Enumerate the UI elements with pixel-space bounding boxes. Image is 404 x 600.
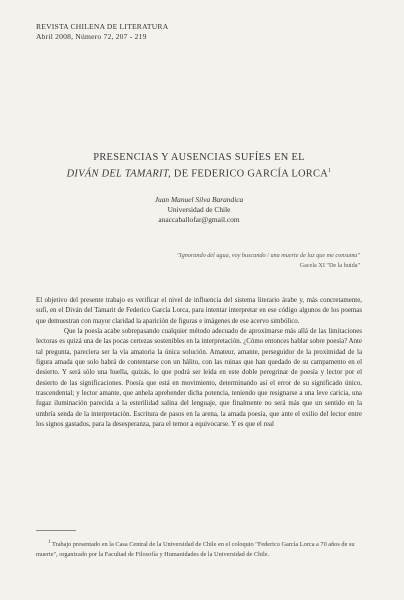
- epigraph: [170, 251, 360, 270]
- author-block: [36, 195, 362, 225]
- article-title: [36, 151, 362, 180]
- title-author-name: DE FEDERICO GARCÍA LORCA: [171, 167, 329, 179]
- article-body: [36, 296, 362, 430]
- title-line-2: [36, 165, 362, 181]
- epigraph-source: Gacela XI "De la huida": [299, 261, 360, 269]
- author-affiliation: Universidad de Chile: [167, 205, 231, 214]
- journal-name: REVISTA CHILENA DE LITERATURA: [36, 22, 169, 31]
- journal-issue: Abril 2008, Número 72, 207 - 219: [36, 32, 147, 41]
- footnote: [36, 538, 362, 559]
- body-paragraph-2: Que la poesía acabe sobrepasando cualquier método adecuado de aproximarse más allá de las limitaciones lectoras es quizá una de las pocas certezas sostenibles en la interpretación. ¿Cómo entonces hablar sobre poesía? Ante tal pregunta, pareciera ser la vía amatoria la única solución. Amateur, amante, perseguidor de la proximidad de la figura amada que solo habrá de contentarse con un hálito, con las ruinas que han quedado de su campamento en el desierto. Y será sólo una huella, quizás, lo que podrá ser leída en este doble peregrinar de poesía y lector por el desierto de las significaciones. Poesía que está en movimiento, determinando así el error de su significado único, trascendental; y lector amante, que anhela aprehender dicha potencia, teniendo que resignarse a una leve caricia, una fugaz iluminación parecida a la esterilidad salina del lenguaje, que finalmente no será más que un sentido en la umbría senda de la interpretación. Escritura de pasos en la arena, la amada poesía, que ante el exilio del lector entre los signos gastados, para la desesperanza, para el temor a equivocarse. Y es que el real: [36, 328, 362, 429]
- title-book-name: DIVÁN DEL TAMARIT,: [66, 167, 172, 179]
- journal-header: [36, 22, 168, 42]
- author-email: anaccaballofar@gmail.com: [158, 215, 240, 224]
- author-name: Juan Manuel Silva Barandica: [154, 195, 244, 204]
- footnote-text: Trabajo presentado en la Casa Central de la Universidad de Chile en el coloquio "Federico García Lorca a 70 años de su muerte", organizado por la Facultad de Filosofía y Humanidades de la Universidad de Chile.: [36, 541, 355, 558]
- title-footnote-mark: 1: [328, 167, 332, 174]
- body-paragraph-1: El objetivo del presente trabajo es verificar el nivel de influencia del sistema literario árabe y, más concretamente, sufí, en el Diván del Tamarit de Federico García Lorca, para intentar interpretar en ese código algunos de los poemas que demuestran con mayor claridad la aparición de figuras e imágenes de ese acervo simbólico.: [36, 297, 362, 325]
- footnote-number: 1: [48, 540, 51, 545]
- footnote-divider: [36, 530, 76, 531]
- epigraph-quote: "Ignorando del agua, voy buscando / una muerte de luz que me consuma": [176, 252, 360, 259]
- title-line-1: PRESENCIAS Y AUSENCIAS SUFÍES EN EL: [93, 152, 305, 163]
